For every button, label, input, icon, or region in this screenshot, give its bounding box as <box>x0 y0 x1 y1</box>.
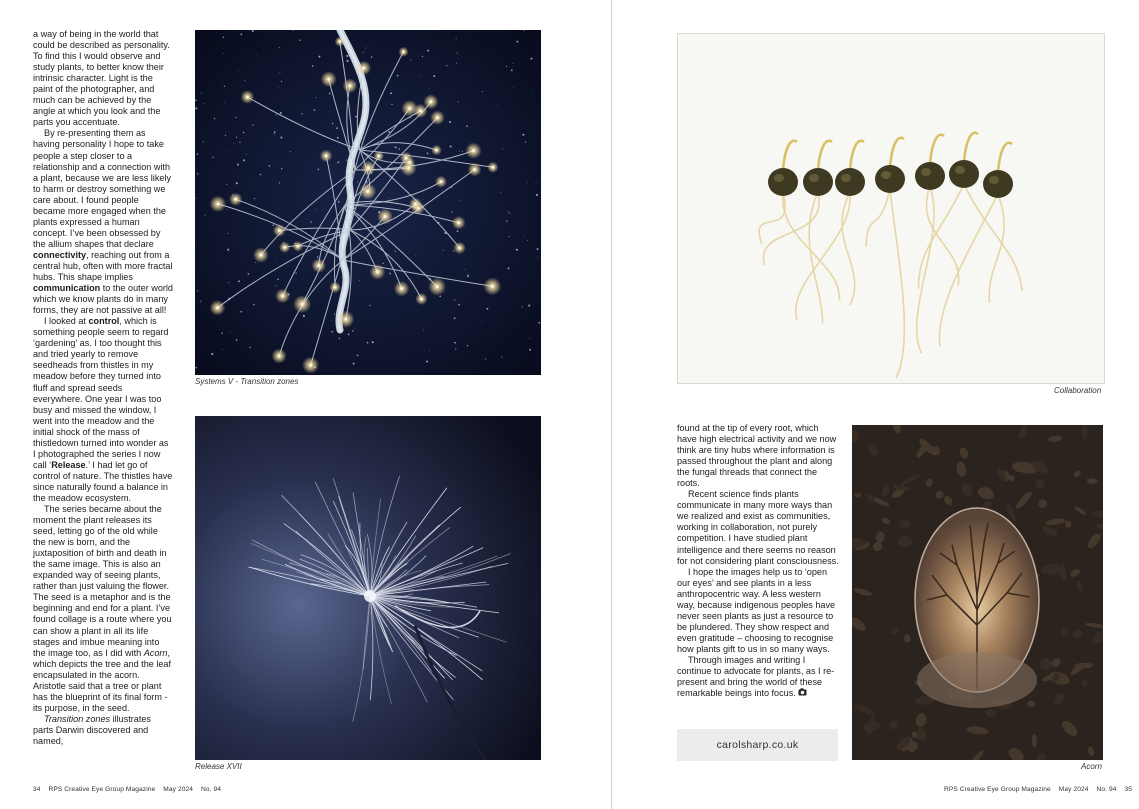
camera-end-mark-icon <box>798 688 807 698</box>
issue-date: May 2024 <box>163 786 194 793</box>
release-xvii-photo <box>195 416 541 760</box>
page-number: 35 <box>1124 786 1132 793</box>
article-paragraph <box>677 655 839 699</box>
caption-systems-v: Systems V - Transition zones <box>195 377 299 386</box>
left-article-column <box>33 29 173 747</box>
emphasis-term: Release <box>51 459 86 470</box>
article-paragraph <box>677 423 839 489</box>
emphasis-term: control <box>88 316 120 327</box>
text-run: .’ I had let go of control of nature. The thistles have since naturally found a balance in the meadow ecosystem. <box>33 459 173 503</box>
sprouting-seeds-illustration <box>678 34 1104 383</box>
issue-date: May 2024 <box>1058 786 1089 793</box>
right-article-column <box>677 423 839 699</box>
emphasis-term: connectivity <box>33 249 87 260</box>
issue-number: No. 94 <box>1096 786 1117 793</box>
caption-collaboration: Collaboration <box>1054 386 1102 395</box>
text-run: The series became about the moment the plant releases its seed, letting go of the old while the new is born, and the juxtaposition of birth and death in the same image. This is also an expanded way of seeing plants, rather than just valuing the flower. The seed is a metaphor and is the beginning and end for a plant. I’ve found collage is a route where you can show a plant in all its life stages and imbue meaning into the image too, as I did with <box>33 504 172 658</box>
text-run: , which is something people seem to regard ‘gardening’ as. I too thought this and tried yearly to remove seedheads from thistles in my meadow before they turned into fluff and spread seeds everywhere. One year I was too busy and missed the window, I went into the meadow and the initial shock of the mass of thistledown turned into wonder as I photographed the series I now call ‘ <box>33 316 169 470</box>
text-run: illustrates parts Darwin discovered and named, <box>33 713 151 746</box>
text-run: a way of being in the world that could be described as personality. To find this I would observe and study plants, to better know their intrinsic character. Light is the paint of the photographer, and much can be achieved by the angle at which you look and the parts you accentuate. <box>33 29 170 128</box>
text-run: I hope the images help us to ‘open our eyes’ and see plants in a less anthropocentric way. A less western way, because indigenous peoples have never seen plants as just a resource to be plundered. They show respect and even gratitude – choosing to recognise how plants gift to us in so many ways. <box>677 566 836 654</box>
acorn-photo <box>852 425 1103 760</box>
magazine-name: RPS Creative Eye Group Magazine <box>48 786 156 793</box>
caption-acorn: Acorn <box>1081 762 1102 771</box>
artwork-title: Transition zones <box>44 713 111 724</box>
text-run: to the outer world which we know plants do in many forms, they are not passive at all! <box>33 283 173 316</box>
website-link[interactable]: carolsharp.co.uk <box>677 729 838 761</box>
thistledown-seed-illustration <box>195 416 541 760</box>
page-number: 34 <box>33 786 41 793</box>
text-run: Through images and writing I continue to advocate for plants, as I re-present and bring the world of these remarkable beings into focus. <box>677 654 835 699</box>
article-paragraph <box>677 489 839 566</box>
artwork-title: Acorn <box>143 647 168 658</box>
systems-v-transition-zones-photo <box>195 30 541 375</box>
text-run: I looked at <box>44 316 89 327</box>
page-gutter <box>611 0 612 809</box>
text-run: Recent science finds plants communicate in many more ways than we realized and exist as communities, working in collaboration, not purely competition. I have studied plant intelligence and there seems no reason for not considering plant consciousness. <box>677 489 839 566</box>
issue-number: No. 94 <box>200 786 221 793</box>
article-paragraph <box>33 316 173 504</box>
acorn-collage-illustration <box>852 425 1103 760</box>
caption-release-xvii: Release XVII <box>195 762 242 771</box>
article-paragraph <box>677 567 839 655</box>
text-run: , reaching out from a central hub, often with more fractal hubs. This shape implies <box>33 249 173 283</box>
article-paragraph <box>33 29 173 128</box>
text-run: , which depicts the tree and the leaf encapsulated in the acorn. Aristotle said that a tree or plant has the blueprint of its final form - its purpose, in the seed. <box>33 647 172 713</box>
text-run: By re-presenting them as having personality I hope to take people a step closer to a relationship and a connection with a plant, because we are less likely to harm or destroy something we care about. I found people became more engaged when the plants expressed a human concept. I’ve been obsessed by the allium shapes that declare <box>33 128 171 249</box>
collaboration-photo <box>677 33 1105 384</box>
right-footer <box>944 786 1138 793</box>
text-run: found at the tip of every root, which have high electrical activity and we now think are tiny hubs where information is passed throughout the plant and along the fungal threads that connect the roots. <box>677 423 837 489</box>
emphasis-term: communication <box>33 283 101 294</box>
article-paragraph <box>33 714 173 747</box>
left-footer <box>33 786 227 793</box>
article-paragraph <box>33 504 173 714</box>
magazine-name: RPS Creative Eye Group Magazine <box>944 786 1051 793</box>
star-root-illustration <box>195 30 541 375</box>
article-paragraph <box>33 128 173 316</box>
